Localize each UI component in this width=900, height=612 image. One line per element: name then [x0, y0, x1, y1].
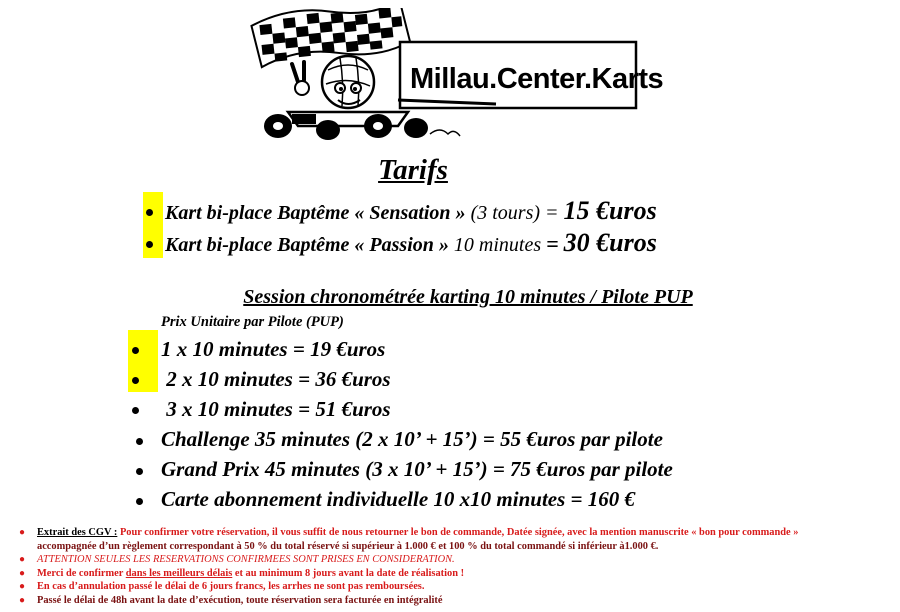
session-item: 1 x 10 minutes = 19 €uros: [161, 337, 386, 361]
confirm-text-a: Merci de confirmer: [37, 567, 126, 579]
footer-delai: ● Passé le délai de 48h avant la date d’exécution, toute réservation sera facturée en intégralité: [19, 594, 443, 606]
bullet: [136, 438, 143, 445]
session-item: Grand Prix 45 minutes (3 x 10’ + 15’) = 75 €uros par pilote: [161, 457, 673, 481]
bapteme-label: Kart bi-place Baptême « Sensation »: [165, 202, 466, 224]
bullet: [136, 468, 143, 475]
millau-center-karts-logo: [248, 8, 664, 144]
bapteme-equals: =: [546, 231, 559, 256]
attention-text: ATTENTION SEULES LES RESERVATIONS CONFIRMEES SONT PRISES EN CONSIDERATION.: [37, 554, 455, 565]
cgv-label: Extrait des CGV :: [37, 527, 118, 538]
annulation-text: En cas d’annulation passé le délai de 6 jours francs, les arrhes ne sont pas remboursées.: [37, 581, 425, 592]
delai-text: Passé le délai de 48h avant la date d’exécution, toute réservation sera facturée en intégralité: [37, 594, 443, 606]
bullet: [132, 347, 139, 354]
bapteme-detail: (3 tours) =: [470, 202, 559, 224]
footer-annulation: ● En cas d’annulation passé le délai de 6 jours francs, les arrhes ne sont pas remboursées.: [19, 581, 425, 592]
confirm-text-underlined: dans les meilleurs délais: [125, 567, 233, 579]
bullet: [132, 377, 139, 384]
bapteme-detail: 10 minutes: [453, 234, 542, 256]
footer-confirm: ● Merci de confirmer dans les meilleurs délais et au minimum 8 jours avant la date de réalisation !: [19, 567, 465, 579]
bapteme-passion-line: [165, 228, 657, 258]
bullet: [132, 407, 139, 414]
highlight-marker: [143, 192, 163, 258]
bapteme-sensation-line: [165, 196, 657, 226]
session-title: Session chronométrée karting 10 minutes / Pilote PUP: [243, 286, 693, 308]
footer-attention: ● ATTENTION SEULES LES RESERVATIONS CONFIRMEES SONT PRISES EN CONSIDERATION.: [19, 554, 455, 565]
footer-cgv-continued: [10, 540, 895, 554]
footer-cgv: ● Extrait des CGV : Pour confirmer votre réservation, il vous suffit de nous retourner le bon de commande, Datée signée, avec la mention manuscrite « bon pour commande »: [19, 527, 799, 538]
confirm-text-b: et au minimum 8 jours avant la date de réalisation !: [232, 567, 465, 579]
logo-title: Millau.Center.Karts: [410, 63, 664, 95]
bullet: [146, 209, 153, 216]
cgv-text: Pour confirmer votre réservation, il vous suffit de nous retourner le bon de commande, Datée signée, avec la mention manuscrite « bon pour commande »: [117, 527, 799, 538]
terms-footer: [10, 526, 895, 607]
session-item: 3 x 10 minutes = 51 €uros: [161, 397, 391, 421]
page-title: Tarifs: [378, 154, 448, 186]
bullet: [136, 498, 143, 505]
bullet: [146, 241, 153, 248]
session-item: 2 x 10 minutes = 36 €uros: [161, 367, 391, 391]
bapteme-price: 30 €uros: [563, 228, 657, 257]
session-item: Carte abonnement individuelle 10 x10 minutes = 160 €: [161, 487, 635, 511]
session-item: Challenge 35 minutes (2 x 10’ + 15’) = 55 €uros par pilote: [161, 427, 663, 451]
session-subtitle: Prix Unitaire par Pilote (PUP): [161, 314, 344, 330]
cgv-text-2: accompagnée d’un règlement correspondant à 50 % du total réservé si supérieur à 1.000 € et 100 % du total commandé si inférieur à1.000 €.: [37, 540, 659, 552]
bapteme-price: 15 €uros: [563, 196, 657, 225]
bapteme-label: Kart bi-place Baptême « Passion »: [165, 234, 449, 256]
